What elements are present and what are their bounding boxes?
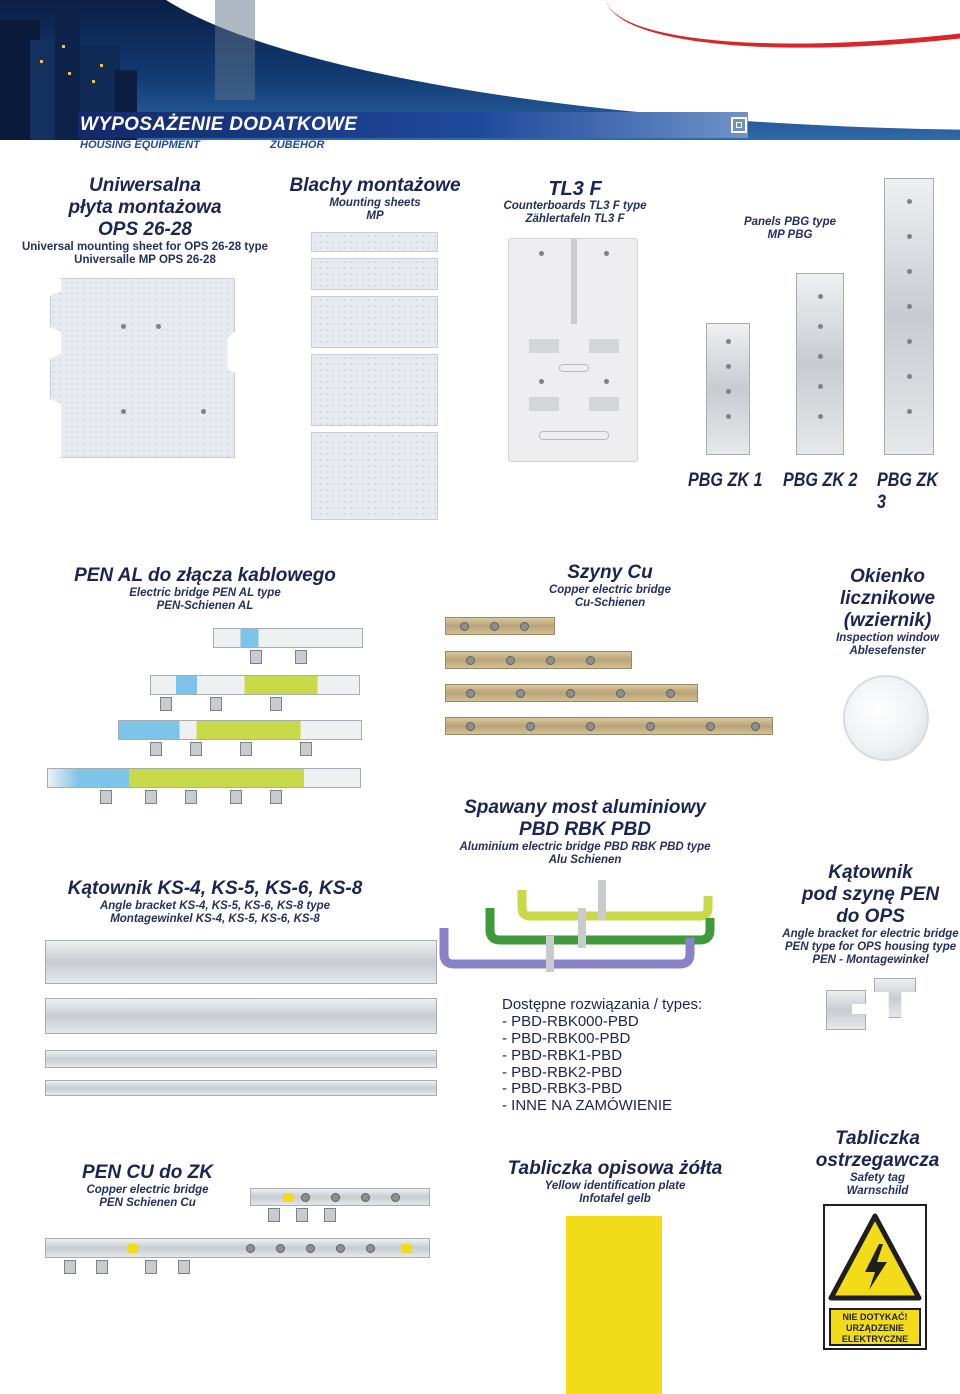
tabl-zolta-de: Infotafel gelb [579,1193,651,1205]
mp-sheet-3 [311,296,438,348]
mp-en: Mounting sheets [329,197,421,209]
katownik-pen-title-1: Kątownik [828,862,913,883]
ops-title-3: OPS 26-28 [98,219,192,240]
pbg-de: MP PBG [767,229,813,241]
ks-en: Angle bracket KS-4, KS-5, KS-6, KS-8 type [99,900,331,912]
okienko-caption [810,566,960,658]
sign-line-3: ELEKTRYCZNE [841,1334,909,1344]
okienko-title-2: licznikowe [839,588,936,609]
pbd-type-item: - INNE NA ZAMÓWIENIE [502,1097,673,1114]
pbg-zk1-panel [706,323,750,455]
katownik-pen-en-1: Angle bracket for electric bridge [782,928,959,940]
pbd-en: Aluminium electric bridge PBD RBK PBD type [459,841,711,853]
pen-al-de: PEN-Schienen AL [156,600,254,612]
pbd-de: Alu Schienen [548,854,622,866]
katownik-pen-title-3: do OPS [836,906,905,927]
tl3-caption [475,178,675,226]
pen-cu-title: PEN CU do ZK [82,1162,213,1183]
pen-angle-bracket-2 [874,978,916,1018]
cu-de: Cu-Schienen [574,597,646,609]
katownik-pen-de: PEN - Montagewinkel [812,954,929,966]
cu-en: Copper electric bridge [548,584,672,596]
ks-title: Kątownik KS-4, KS-5, KS-6, KS-8 [67,878,363,899]
tabl-ostrz-title-2: ostrzegawcza [815,1150,940,1171]
tabl-zolta-en: Yellow identification plate [544,1180,686,1192]
pbd-type-item: - PBD-RBK2-PBD [502,1064,623,1081]
pbg-caption [700,216,880,242]
pen-al-title: PEN AL do złącza kablowego [74,565,336,586]
pen-al-bar-3 [118,720,362,740]
tabl-ostrz-en: Safety tag [850,1172,905,1184]
page-title: WYPOSAŻENIE DODATKOWE [80,114,358,135]
tl3-en: Counterboards TL3 F type [503,200,647,212]
pbg-en: Panels PBG type [743,216,837,228]
mp-sheet-1 [311,232,438,252]
cu-title: Szyny Cu [567,562,653,583]
pbd-title-2: PBD RBK PBD [519,819,651,840]
pen-angle-bracket-1 [826,990,866,1030]
pbd-caption [440,797,730,867]
tabl-ostrz-title-1: Tabliczka [835,1128,920,1149]
okienko-de: Ablesefenster [849,645,926,657]
square-icon [731,117,747,133]
pbd-type-item: - PBD-RBK1-PBD [502,1047,623,1064]
ops-title-2: płyta montażowa [68,197,222,218]
pen-cu-bar-2 [45,1238,430,1258]
pen-cu-de: PEN Schienen Cu [99,1197,196,1209]
ops-caption [15,175,275,267]
okienko-title-3: (wziernik) [843,610,932,631]
pbg-label-1: PBG ZK 1 [688,470,763,491]
cu-caption [530,562,690,610]
safety-sign-text [829,1308,921,1346]
subtitle-en: HOUSING EQUIPMENT [80,139,200,151]
katownik-pen-title-2: pod szynę PEN [801,884,940,905]
ks-bracket-4 [45,1080,437,1096]
pen-cu-en: Copper electric bridge [86,1184,209,1196]
sign-line-1: NIE DOTYKAĆ! [842,1312,908,1322]
pen-cu-caption [45,1162,250,1210]
cu-bar-4 [445,717,773,735]
katownik-pen-caption [778,862,960,967]
pen-al-en: Electric bridge PEN AL type [129,587,281,599]
tabl-zolta-title: Tabliczka opisowa żółta [507,1158,723,1179]
pen-cu-bar-1 [250,1188,430,1206]
cu-bar-1 [445,617,555,635]
tabl-zolta-caption [495,1158,735,1206]
pbd-type-item: - PBD-RBK00-PBD [502,1030,631,1047]
ops-mounting-plate-image [50,278,235,458]
katownik-pen-en-2: PEN type for OPS housing type [784,941,957,953]
pbd-type-item: - PBD-RBK000-PBD [502,1013,639,1030]
ks-bracket-2 [45,998,437,1034]
mp-title: Blachy montażowe [289,175,461,196]
pbd-title-1: Spawany most aluminiowy [464,797,706,818]
ks-caption [45,878,385,926]
ks-bracket-3 [45,1050,437,1068]
mp-sheet-2 [311,258,438,290]
okienko-en: Inspection window [836,632,939,644]
mp-sheet-5 [311,432,438,520]
safety-sign-image [823,1204,927,1350]
tl3-title: TL3 F [548,178,602,200]
okienko-title-1: Okienko [850,566,925,587]
tl3-de: Zählertafeln TL3 F [525,213,625,225]
pen-al-bar-1 [213,628,363,648]
pbg-zk3-panel [884,178,934,455]
pbd-types-heading: Dostępne rozwiązania / types: [502,996,703,1013]
mp-de: MP [366,210,384,222]
tabl-ostrz-caption [805,1128,950,1198]
pen-al-caption [60,565,350,613]
pbg-zk2-panel [796,273,844,455]
tl3-counterboard-image [508,238,638,462]
tabl-ostrz-de: Warnschild [846,1185,909,1197]
ks-bracket-1 [45,940,437,984]
ops-en: Universal mounting sheet for OPS 26-28 type [21,241,269,253]
pbg-label-3: PBG ZK 3 [877,470,939,513]
cu-bar-3 [445,684,698,702]
yellow-plate-image [566,1216,662,1394]
pbd-bridges-image [430,878,730,988]
ops-de: Universalle MP OPS 26-28 [74,254,216,266]
cu-bar-2 [445,651,632,669]
mp-sheet-4 [311,354,438,426]
pen-al-bar-4 [47,768,361,788]
ks-de: Montagewinkel KS-4, KS-5, KS-6, KS-8 [110,913,320,925]
warning-triangle-icon [825,1210,925,1310]
ops-title-1: Uniwersalna [89,175,201,196]
inspection-window-image [843,675,929,761]
mp-caption [280,175,470,223]
pbg-label-2: PBG ZK 2 [783,470,858,491]
subtitle-de: ZUBEHÖR [270,139,325,151]
pbd-type-item: - PBD-RBK3-PBD [502,1080,623,1097]
sign-line-2: URZĄDZENIE [846,1323,904,1333]
pen-al-bar-2 [150,675,360,695]
